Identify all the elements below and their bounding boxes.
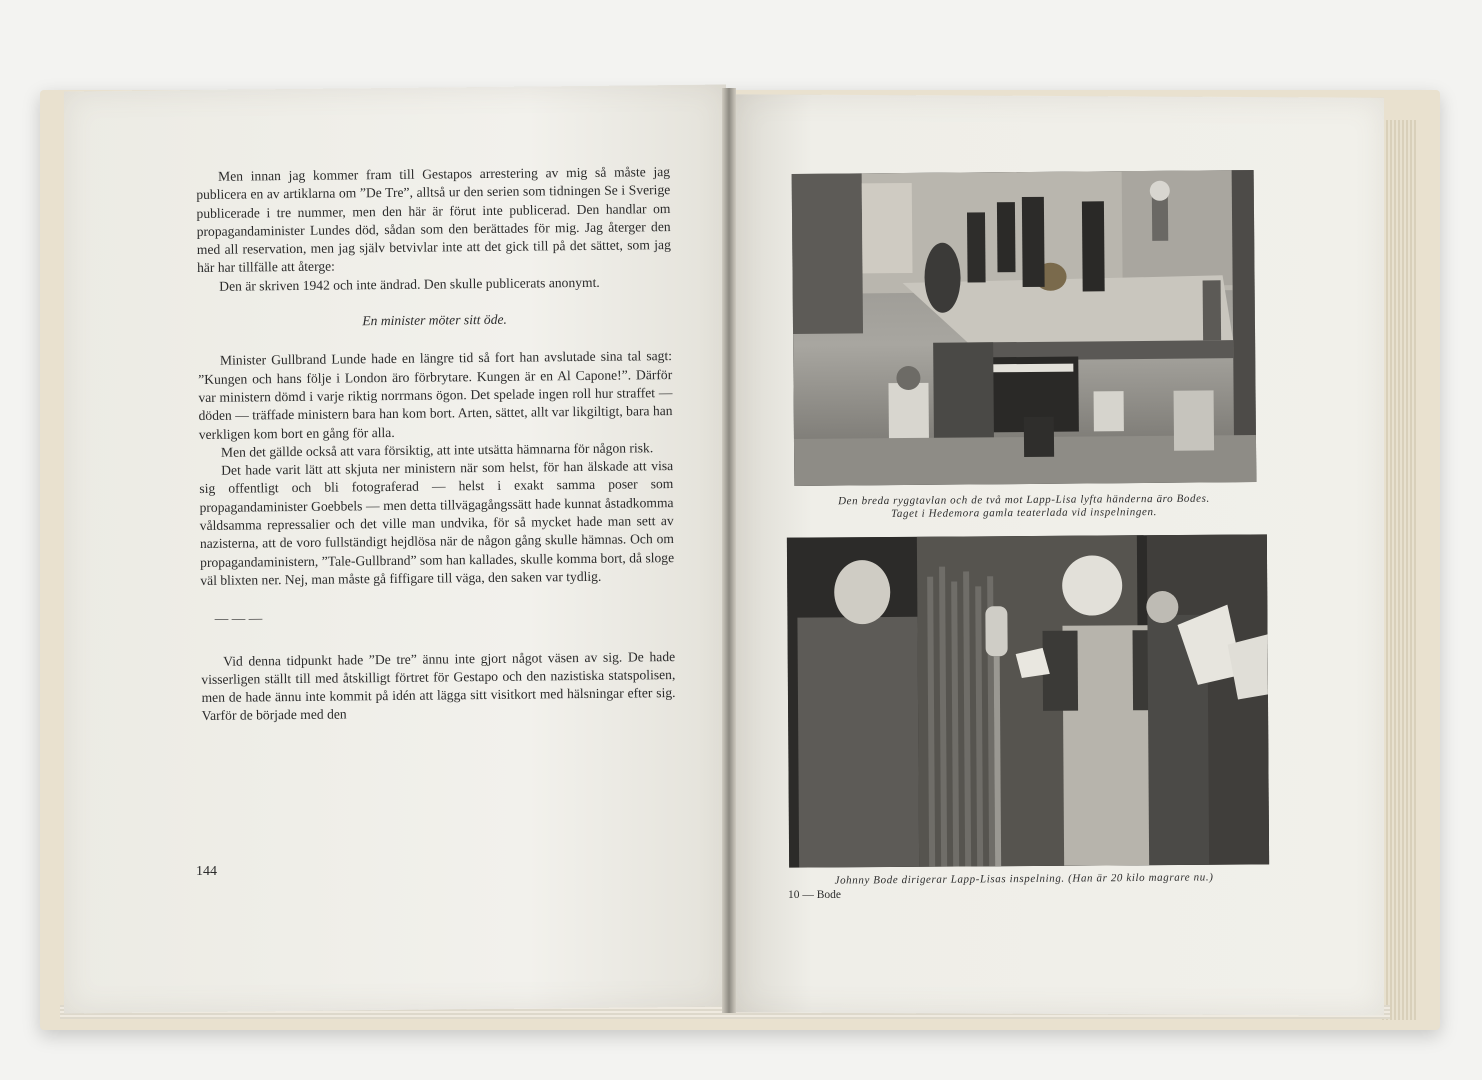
section-heading: En minister möter sitt öde. <box>362 311 507 329</box>
left-page-text <box>196 163 676 726</box>
paragraph: Men innan jag kommer fram till Gestapos arrestering av mig så måste jag publicera en av artiklarna om ”De Tre”, alltså ur den serien som tidningen Se i Sverige publicerade i tre nummer, men den här är förut inte publicerad. Den handlar om propagandaminister Lundes död, sådan som den berättades för mig. Jag återger den med all reservation, men jag själv betvivlar inte att det gick till på det sättet, som jag här har tillfälle att återge: <box>196 164 671 276</box>
paragraph: Vid denna tidpunkt hade ”De tre” ännu inte gjort något väsen av sig. De hade visserligen ställt till med åtskilligt förtret för Gestapo och den nazistiska statspolisen, men de hade ännu inte kommit på idén att lägga sitt visitkort med hälsningar efter sig. Varför de började med den <box>201 648 676 724</box>
book-gutter <box>722 88 736 1013</box>
page-number-left: 144 <box>196 864 217 879</box>
photo-caption-top <box>786 492 1262 521</box>
paragraph: Det hade varit lätt att skjuta ner ministern när som helst, för han älskade att visa sig offentligt och bli fotograferad — helst i exakt samma poser som propagandaminister Goebbels — men detta tillvägagångssätt hade kunnat åstadkomma våldsamma repressalier och det ville man undvika, för så mycket hade man sett av nazisterna, att de voro fullständigt hejdlösa när de någon gång skulle hämnas. Och om propagandaministern, ”Tale-Gullbrand” som han kallades, skulle komma bort, då sloge väl blixten ner. Nej, man måste gå fiffigare till väga, den saken var tydlig. <box>199 458 675 588</box>
paragraph: Den är skriven 1942 och inte ändrad. Den skulle publicerats anonymt. <box>219 274 600 294</box>
page-footer-right: 10 — Bode <box>788 889 842 901</box>
photo-caption-bottom: Johnny Bode dirigerar Lapp-Lisas inspelning. (Han är 20 kilo magrare nu.) <box>834 871 1214 887</box>
caption-line: Taget i Hedemora gamla teaterlada vid inspelningen. <box>891 506 1157 520</box>
paragraph: Minister Gullbrand Lunde hade en längre tid så fort han avslutade sina tal sagt: ”Kungen och hans följe i London äro förbrytare. Kungen är en Al Capone!”. Därför var ministern dömd i varje riktig norrmans ögon. Det spelade ingen roll hur straffet — döden — träffade ministern bara han kom bort. Arten, sättet, allt var likgiltigt, bara han verkligen kom bort en gång för alla. <box>198 348 673 442</box>
page-edges-right <box>1380 120 1416 1020</box>
caption-line: Den breda ryggtavlan och de två mot Lapp-Lisa lyfta händerna äro Bodes. <box>838 492 1210 508</box>
photo-stage-performance <box>792 170 1257 486</box>
section-separator: — — — <box>214 610 263 627</box>
paragraph: Men det gällde också att vara försiktig, att inte utsätta hämnarna för någon risk. <box>220 440 654 460</box>
photo-recording-session <box>787 534 1269 867</box>
